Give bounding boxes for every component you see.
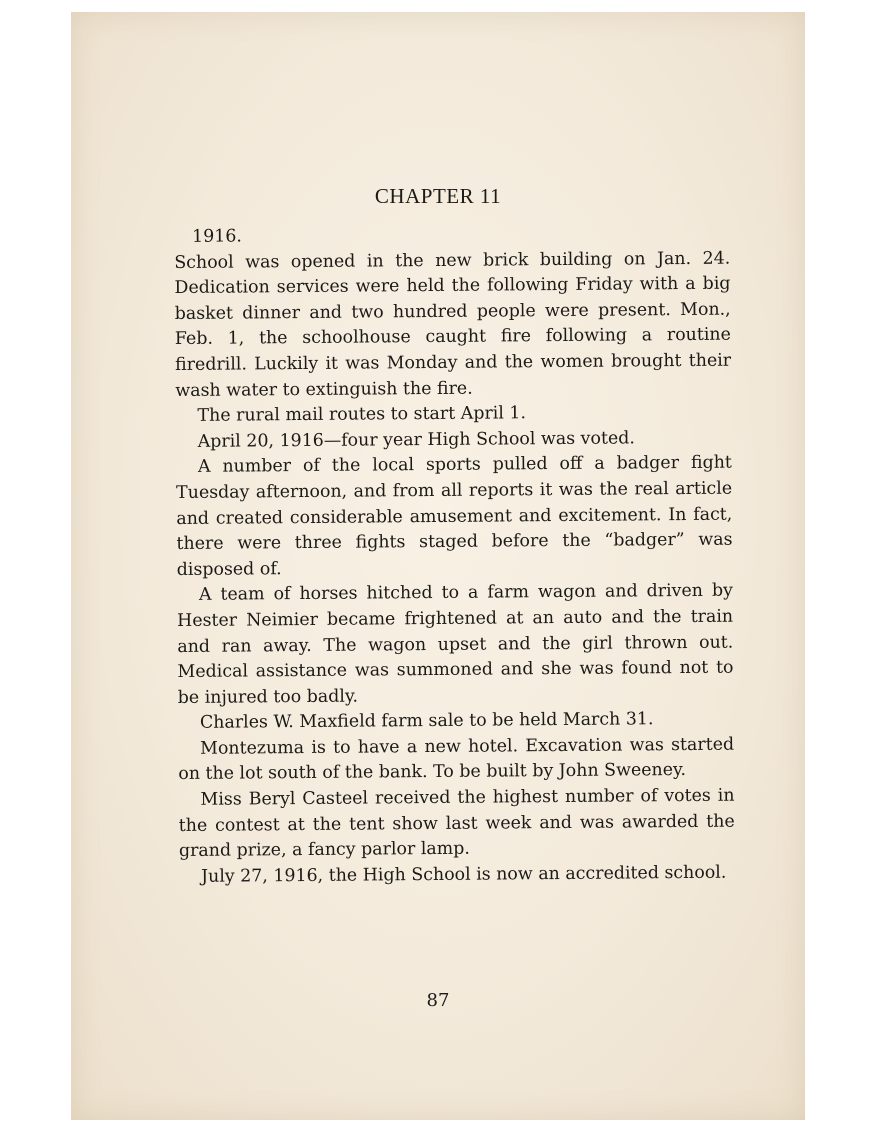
paragraph-accredited-school: July 27, 1916, the High School is now an accredited school. (201, 862, 727, 887)
chapter-body (174, 221, 735, 891)
paragraph-runaway-team: A team of horses hitched to a farm wagon and driven by Hester Neimier became frightened at an auto and the train and ran away. The wagon upset and the girl thrown out. Medical assistance was summoned and she was found not to be injured too badly. (177, 580, 734, 708)
paragraph-year: 1916. (192, 226, 242, 247)
paragraph-mail-routes: The rural mail routes to start April 1. (197, 403, 527, 426)
chapter-title: CHAPTER 11 (374, 184, 502, 208)
paragraph-farm-sale: Charles W. Maxfield farm sale to be held March 31. (199, 709, 654, 734)
page-number: 87 (426, 990, 450, 1011)
paragraph-new-hotel: Montezuma is to have a new hotel. Excavation was started on the lot south of the bank. To be built by John Sweeney. (178, 734, 735, 785)
paragraph-high-school-vote: April 20, 1916—four year High School was voted. (197, 428, 635, 452)
paragraph-school-opening: School was opened in the new brick building on Jan. 24. Dedication services were held the following Friday with a big basket dinner and two hundred people were present. Mon., Feb. 1, the schoolhouse caught fire following a routine firedrill. Luckily it was Monday and the women brought their wash water to extinguish the fire. (174, 248, 732, 401)
paragraph-badger-fight: A number of the local sports pulled off a badger fight Tuesday afternoon, and from all reports it was the real article and created considerable amusement and excitement. In fact, there were three fights staged before the “badger” was disposed of. (176, 452, 733, 580)
paragraph-contest-prize: Miss Beryl Casteel received the highest number of votes in the contest at the tent show last week and was awarded the grand prize, a fancy parlor lamp. (178, 785, 735, 862)
book-page (71, 12, 805, 1120)
